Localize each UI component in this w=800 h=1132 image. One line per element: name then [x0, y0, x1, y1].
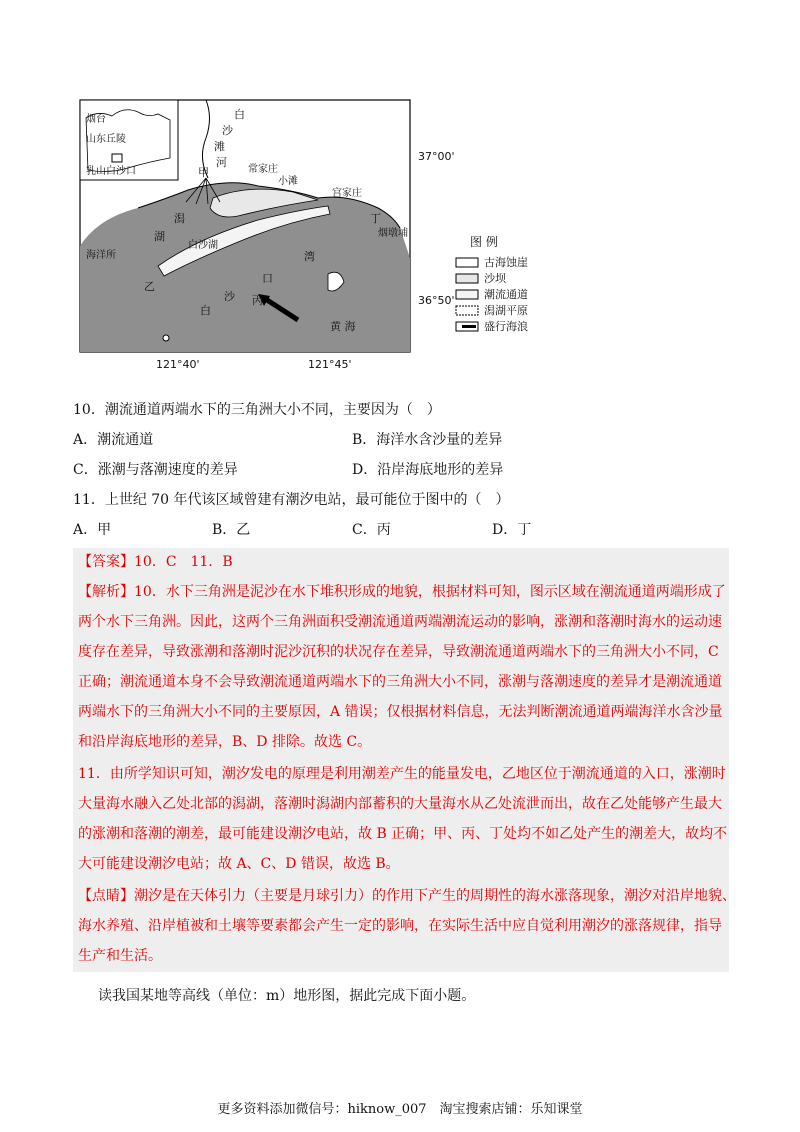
legend-swatch-channel: [456, 290, 478, 299]
inset-label-rushan: 乳山白沙口: [86, 166, 136, 177]
label-bai: 白: [234, 108, 245, 121]
legend-swatch-lagoon: [456, 306, 478, 315]
label-yanduntou: 烟墩埔: [378, 228, 408, 239]
lon-label-12145: 121°45': [308, 358, 352, 371]
lon-label-12140: 121°40': [156, 358, 200, 371]
question-11-option-b: B．乙: [212, 522, 251, 538]
question-10-option-c: C．涨潮与落潮速度的差异: [73, 462, 238, 478]
lat-label-37: 37°00': [418, 150, 455, 163]
answer-line-12: 【点睛】潮汐是在天体引力（主要是月球引力）的作用下产生的周期性的海水涨落现象，潮汐对沿岸地貌、: [78, 888, 736, 904]
question-11-stem: 11．上世纪 70 年代该区域曾建有潮汐电站，最可能位于图中的（ ）: [73, 492, 510, 508]
inset-label-yantai: 烟台: [86, 114, 106, 125]
lat-label-3650: 36°50': [418, 294, 455, 307]
label-sha: 沙: [222, 124, 233, 137]
small-island: [163, 335, 169, 341]
answer-line-9: 大量海水融入乙处北部的潟湖，落潮时潟湖内部蓄积的大量海水从乙处流泄而出，故在乙处能够产生最大: [78, 796, 722, 812]
label-wan: 湾: [304, 250, 315, 263]
legend-item-wave: 盛行海浪: [484, 320, 528, 333]
legend-swatch-sandbar: [456, 274, 478, 283]
label-xiaotan: 小滩: [278, 176, 298, 187]
label-bai2: 白: [200, 304, 211, 317]
answer-line-8: 11．由所学知识可知，潮汐发电的原理是利用潮差产生的能量发电，乙地区位于潮流通道的入口，涨潮时: [78, 766, 726, 782]
page-footer: 更多资料添加微信号：hiknow_007 淘宝搜索店铺：乐知课堂: [217, 1102, 583, 1117]
label-ding: 丁: [370, 212, 381, 225]
answer-line-13: 海水养殖、沿岸植被和土壤等要素都会产生一定的影响，在实际生活中应自觉利用潮汐的涨落规律，指导: [78, 918, 722, 934]
answer-line-4: 度存在差异，导致涨潮和落潮时泥沙沉积的状况存在差异，导致潮流通道两端水下的三角洲大小不同，C: [78, 644, 719, 660]
question-11-option-c: C．丙: [352, 522, 391, 538]
label-haiyangsuo: 海洋所: [86, 250, 116, 261]
label-jia: 甲: [198, 166, 209, 179]
label-huanghai: 黄 海: [330, 320, 356, 333]
answer-line-1: 【答案】10．C 11．B: [78, 554, 233, 570]
label-tan: 滩: [214, 140, 225, 153]
next-section-intro: 读我国某地等高线（单位：m）地形图，据此完成下面小题。: [98, 988, 476, 1004]
label-he: 河: [216, 156, 227, 169]
answer-line-3: 两个水下三角洲。因此，这两个三角洲面积受潮流通道两端潮流运动的影响，涨潮和落潮时海水的运动速: [78, 614, 722, 630]
question-10-stem: 10．潮流通道两端水下的三角洲大小不同，主要因为（ ）: [73, 402, 441, 418]
label-sha2: 沙: [224, 290, 235, 303]
label-gongjiazhuang: 宫家庄: [332, 188, 362, 199]
answer-line-5: 正确；潮流通道本身不会导致潮流通道两端水下的三角洲大小不同，涨潮与落潮速度的差异才是潮流通道: [78, 674, 722, 690]
question-11-option-a: A．甲: [73, 522, 112, 538]
answer-line-7: 和沿岸海底地形的差异，B、D 排除。故选 C。: [78, 734, 372, 750]
legend-title: 图 例: [470, 235, 498, 249]
label-hu: 湖: [154, 230, 165, 243]
legend-item-lagoon: 潟湖平原: [484, 304, 528, 317]
answer-line-10: 的涨潮和落潮的潮差，最可能建设潮汐电站，故 B 正确；甲、丙、丁处均不如乙处产生的潮差大，故均不: [78, 826, 728, 842]
legend-swatch-cliff: [456, 258, 478, 267]
label-changjiazhuang: 常家庄: [248, 164, 278, 175]
map-svg: [78, 98, 548, 371]
answer-line-11: 大可能建设潮汐电站；故 A、C、D 错误，故选 B。: [78, 856, 400, 872]
question-10-option-b: B．海洋水含沙量的差异: [352, 432, 503, 448]
map-figure: [78, 98, 548, 371]
label-kou: 口: [262, 272, 273, 285]
inset-label-shandong: 山东丘陵: [86, 134, 126, 145]
question-11-option-d: D．丁: [492, 522, 532, 538]
answer-line-14: 生产和生活。: [78, 948, 162, 964]
question-10-option-d: D．沿岸海底地形的差异: [352, 462, 504, 478]
label-xi: 潟: [174, 212, 185, 225]
label-yi: 乙: [144, 280, 155, 293]
answer-line-6: 两端水下的三角洲大小不同的主要原因，A 错误；仅根据材料信息，无法判断潮流通道两端海洋水含沙量: [78, 704, 723, 720]
label-baisha-channel: 白沙湖: [188, 240, 218, 251]
label-bing: 丙: [252, 294, 263, 307]
question-10-option-a: A．潮流通道: [73, 432, 154, 448]
legend-item-channel: 潮流通道: [484, 288, 528, 301]
legend-item-sandbar: 沙坝: [484, 272, 506, 285]
answer-line-2: 【解析】10．水下三角洲是泥沙在水下堆积形成的地貌，根据材料可知，图示区域在潮流通道两端形成了: [78, 584, 726, 600]
legend-item-cliff: 古海蚀崖: [484, 256, 528, 269]
